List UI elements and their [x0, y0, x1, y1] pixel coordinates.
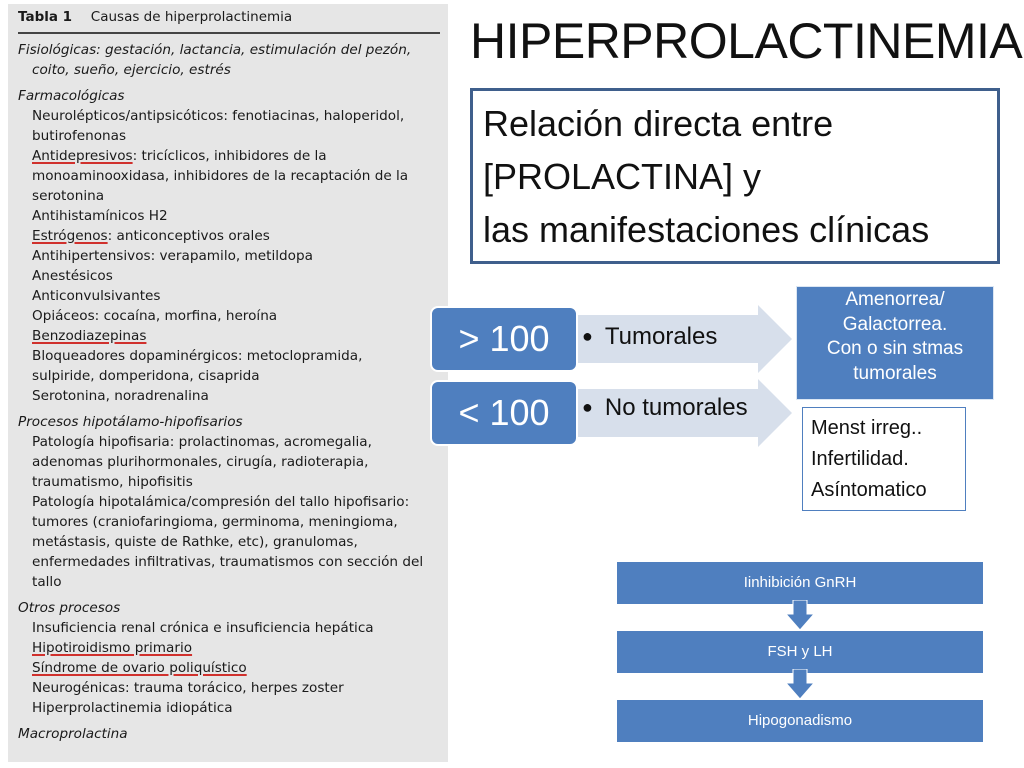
section-title-continued: coito, sueño, ejercicio, estrés: [32, 62, 231, 78]
table-item: [18, 326, 440, 346]
table-item: [18, 366, 440, 386]
item-text: tumores (craniofaringioma, germinoma, meningioma,: [32, 514, 398, 530]
table-body: [18, 40, 440, 744]
table-caption: Causas de hiperprolactinemia: [90, 9, 293, 25]
item-text: serotonina: [32, 188, 105, 204]
relation-line-3: las manifestaciones clínicas: [483, 209, 930, 250]
item-text: traumatismo, hipofisitis: [32, 474, 193, 490]
down-arrow-icon: [786, 669, 814, 699]
table-item: [18, 472, 440, 492]
item-text: enfermedades infiltrativas, traumatismos con sección del: [32, 554, 424, 570]
highlighted-term: Hipotiroidismo primario: [32, 640, 193, 656]
bullet-dot-icon: ●: [582, 326, 593, 346]
highlighted-term: Antidepresivos: [32, 148, 133, 164]
table-item: [18, 532, 440, 552]
outcome-high-line: tumorales: [853, 362, 937, 384]
bullet-tumorales-text: Tumorales: [604, 323, 718, 350]
table-section: [18, 598, 440, 718]
item-text: Patología hipofisaria: prolactinomas, acromegalia,: [32, 434, 372, 450]
table-item: [18, 306, 440, 326]
bullet-no-tumorales: [582, 391, 748, 424]
relation-statement-box: [470, 88, 1000, 264]
table-item: [18, 698, 440, 718]
item-text: monoaminooxidasa, inhibidores de la recaptación de la: [32, 168, 409, 184]
table-divider: [18, 32, 440, 34]
section-title: Otros procesos: [18, 600, 121, 616]
causes-table: [8, 4, 448, 762]
table-item: [18, 572, 440, 592]
item-text: Antihistamínicos H2: [32, 208, 168, 224]
item-text: tallo: [32, 574, 62, 590]
level-low-box: < 100: [430, 380, 578, 446]
table-item: [18, 226, 440, 246]
table-item: [18, 678, 440, 698]
section-title: Procesos hipotálamo-hipofisarios: [18, 414, 243, 430]
bullet-no-tumorales-text: No tumorales: [604, 394, 748, 421]
item-text: Patología hipotalámica/compresión del tallo hipofisario:: [32, 494, 410, 510]
table-item: [18, 286, 440, 306]
item-text: metástasis, quiste de Rathke, etc), granulomas,: [32, 534, 358, 550]
down-arrow-icon: [786, 600, 814, 630]
table-section: [18, 40, 440, 80]
item-text: Anestésicos: [32, 268, 113, 284]
flow-step-hipogonadismo: Hipogonadismo: [617, 700, 983, 742]
highlighted-term: Benzodiazepinas: [32, 328, 147, 344]
item-text: Neurogénicas: trauma torácico, herpes zoster: [32, 680, 344, 696]
highlighted-term: Síndrome de ovario poliquístico: [32, 660, 247, 676]
bullet-tumorales: [582, 320, 717, 353]
item-text: Opiáceos: cocaína, morfina, heroína: [32, 308, 278, 324]
highlighted-term: Estrógenos: [32, 228, 108, 244]
item-text: Insuficiencia renal crónica e insuficiencia hepática: [32, 620, 374, 636]
relation-line-1: Relación directa entre: [483, 103, 834, 144]
outcome-low-line: Asíntomatico: [811, 479, 927, 501]
table-item: [18, 246, 440, 266]
table-header: [18, 7, 440, 27]
outcome-low-box: [802, 407, 966, 511]
outcome-low-line: Infertilidad.: [811, 448, 909, 470]
table-item: [18, 658, 440, 678]
table-item: [18, 146, 440, 166]
item-text: Neurolépticos/antipsicóticos: fenotiacinas, haloperidol,: [32, 108, 405, 124]
outcome-high-line: Galactorrea.: [842, 313, 948, 335]
outcome-low-line: Menst irreg..: [811, 417, 923, 439]
bullet-dot-icon: ●: [582, 397, 593, 417]
item-text: sulpiride, domperidona, cisaprida: [32, 368, 260, 384]
table-item: [18, 346, 440, 366]
table-item: [18, 492, 440, 512]
table-item: [18, 186, 440, 206]
table-item: [18, 552, 440, 572]
page-title: HIPERPROLACTINEMIA: [470, 13, 1023, 69]
item-text: Antihipertensivos: verapamilo, metildopa: [32, 248, 313, 264]
table-item: [18, 618, 440, 638]
table-item: [18, 386, 440, 406]
item-text: : tricíclicos, inhibidores de la: [132, 148, 327, 164]
flow-step-fsh-lh: FSH y LH: [617, 631, 983, 673]
flow-step-gnrh: Iinhibición GnRH: [617, 562, 983, 604]
item-text: : anticonceptivos orales: [107, 228, 270, 244]
section-title: Fisiológicas: gestación, lactancia, estimulación del pezón,: [18, 42, 412, 58]
item-text: adenomas plurihormonales, cirugía, radioterapia,: [32, 454, 369, 470]
relation-line-2: [PROLACTINA] y: [483, 156, 762, 197]
table-item: [18, 166, 440, 186]
table-section: [18, 86, 440, 406]
table-item: [18, 512, 440, 532]
item-text: Hiperprolactinemia idiopática: [32, 700, 233, 716]
item-text: Bloqueadores dopaminérgicos: metoclopramida,: [32, 348, 363, 364]
table-item: [18, 638, 440, 658]
table-item: [18, 126, 440, 146]
level-high-box: > 100: [430, 306, 578, 372]
table-item: [18, 452, 440, 472]
table-section: [18, 412, 440, 592]
item-text: Anticonvulsivantes: [32, 288, 161, 304]
table-item: [18, 432, 440, 452]
outcome-high-box: [796, 286, 994, 400]
item-text: Serotonina, noradrenalina: [32, 388, 209, 404]
outcome-high-line: Con o sin stmas: [826, 338, 964, 359]
section-title: Farmacológicas: [18, 88, 125, 104]
outcome-high-line: Amenorrea/: [845, 289, 945, 310]
section-title: Macroprolactina: [18, 726, 128, 742]
table-item: [18, 266, 440, 286]
table-number: Tabla 1: [18, 9, 73, 25]
item-text: butirofenonas: [32, 128, 127, 144]
table-item: [18, 106, 440, 126]
table-item: [18, 206, 440, 226]
table-section: [18, 724, 440, 744]
